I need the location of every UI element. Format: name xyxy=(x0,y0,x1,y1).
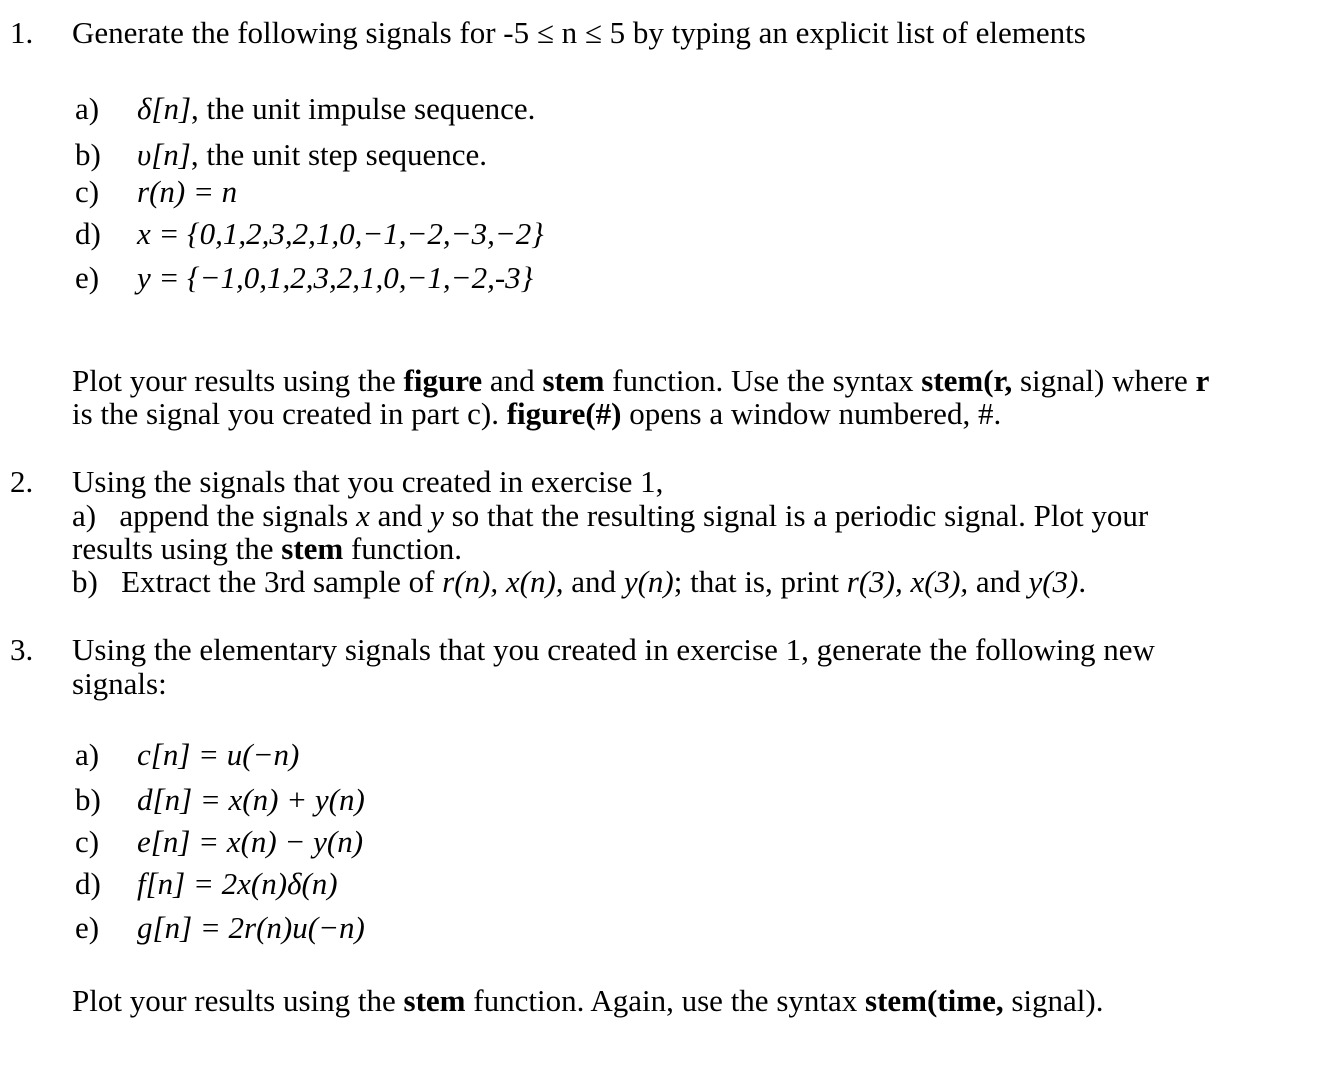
item-expression: f[n] = 2x(n)δ(n) xyxy=(137,866,338,901)
item-label: d) xyxy=(75,866,101,901)
item-expression: g[n] = 2r(n)u(−n) xyxy=(137,910,365,945)
plain-text: Plot your results using the xyxy=(72,363,404,398)
item-text: , the unit impulse sequence. xyxy=(191,91,536,126)
item-label: b) xyxy=(75,137,101,172)
plain-text: and xyxy=(563,564,624,599)
plain-text: is the signal you created in part c). xyxy=(72,396,507,431)
plain-text: function. xyxy=(343,531,463,566)
item-label: c) xyxy=(75,824,100,859)
exercise-1-item-e xyxy=(75,262,533,293)
item-label: d) xyxy=(75,216,101,251)
item-label: c) xyxy=(75,174,100,209)
bold-term: stem xyxy=(403,983,466,1018)
plain-text: opens a window numbered, #. xyxy=(621,396,1002,431)
bold-term: stem(time, xyxy=(865,983,1004,1018)
plain-text: so that the resulting signal is a periodic signal. Plot your xyxy=(443,498,1149,533)
math-variable: x xyxy=(356,498,370,533)
item-label: b) xyxy=(75,782,101,817)
plain-text: and xyxy=(968,564,1029,599)
math-variable: y(3) xyxy=(1028,564,1079,599)
item-label: e) xyxy=(75,910,100,945)
exercise-1-item-d xyxy=(75,218,544,249)
item-expression: e[n] = x(n) − y(n) xyxy=(137,824,364,859)
plain-text: and xyxy=(369,498,431,533)
bold-term: stem(r, xyxy=(921,363,1013,398)
exercise-2-part-a-continued xyxy=(72,533,462,564)
exercise-1-plot-instructions-line-2 xyxy=(72,398,1001,429)
math-variable: y(n) xyxy=(623,564,674,599)
bold-term: r xyxy=(1195,363,1210,398)
plain-text: function. Use the syntax xyxy=(604,363,922,398)
exercise-3-item-b xyxy=(75,784,365,815)
exercise-2-part-a xyxy=(72,500,1148,531)
bold-term: figure(#) xyxy=(506,396,622,431)
bold-term: figure xyxy=(403,363,483,398)
item-label: a) xyxy=(72,498,97,533)
item-label: b) xyxy=(72,564,98,599)
plain-text: results using the xyxy=(72,531,282,566)
item-expression: r(n) = n xyxy=(137,174,238,209)
exercise-3-item-e xyxy=(75,912,365,943)
item-label: e) xyxy=(75,260,100,295)
item-expression: υ[n] xyxy=(137,137,191,172)
item-expression: δ[n] xyxy=(137,91,192,126)
exercise-3-number: 3. xyxy=(10,632,34,667)
math-variable: r(n), x(n), xyxy=(442,564,564,599)
plain-text: and xyxy=(482,363,543,398)
plain-text: signal). xyxy=(1003,983,1104,1018)
bold-term: stem xyxy=(281,531,344,566)
plain-text: function. Again, use the syntax xyxy=(465,983,866,1018)
item-text: , the unit step sequence. xyxy=(190,137,487,172)
exercise-3-intro-line-1: Using the elementary signals that you created in exercise 1, generate the following new xyxy=(72,632,1155,667)
item-label: a) xyxy=(75,737,100,772)
item-expression: x = {0,1,2,3,2,1,0,−1,−2,−3,−2} xyxy=(137,216,544,251)
plain-text: . xyxy=(1078,564,1087,599)
bold-term: stem xyxy=(542,363,605,398)
exercise-3-item-d xyxy=(75,868,338,899)
exercise-3-item-c xyxy=(75,826,363,857)
exercise-3-item-a xyxy=(75,739,299,770)
item-label: a) xyxy=(75,91,100,126)
exercise-1-item-b xyxy=(75,139,487,170)
item-expression: c[n] = u(−n) xyxy=(137,737,300,772)
item-expression: y = {−1,0,1,2,3,2,1,0,−1,−2,-3} xyxy=(137,260,534,295)
exercise-1-item-c xyxy=(75,176,237,207)
exercise-1-item-a xyxy=(75,93,535,124)
exercise-2-part-b xyxy=(72,566,1086,597)
plain-text: signal) where xyxy=(1012,363,1196,398)
exercise-1-number: 1. xyxy=(10,15,34,50)
exercise-3-intro-line-2: signals: xyxy=(72,666,167,701)
item-expression: d[n] = x(n) + y(n) xyxy=(137,782,365,817)
math-variable: r(3), x(3), xyxy=(846,564,969,599)
plain-text: append the signals xyxy=(119,498,357,533)
exercise-3-plot-instructions xyxy=(72,985,1103,1016)
exercise-1-intro: Generate the following signals for -5 ≤ n ≤ 5 by typing an explicit list of elements xyxy=(72,15,1086,50)
math-variable: y xyxy=(430,498,444,533)
exercise-2-intro: Using the signals that you created in exercise 1, xyxy=(72,464,664,499)
plain-text: ; that is, print xyxy=(673,564,847,599)
plain-text: Plot your results using the xyxy=(72,983,404,1018)
plain-text: Extract the 3rd sample of xyxy=(121,564,443,599)
exercise-1-plot-instructions-line-1 xyxy=(72,365,1209,396)
exercise-2-number: 2. xyxy=(10,464,34,499)
